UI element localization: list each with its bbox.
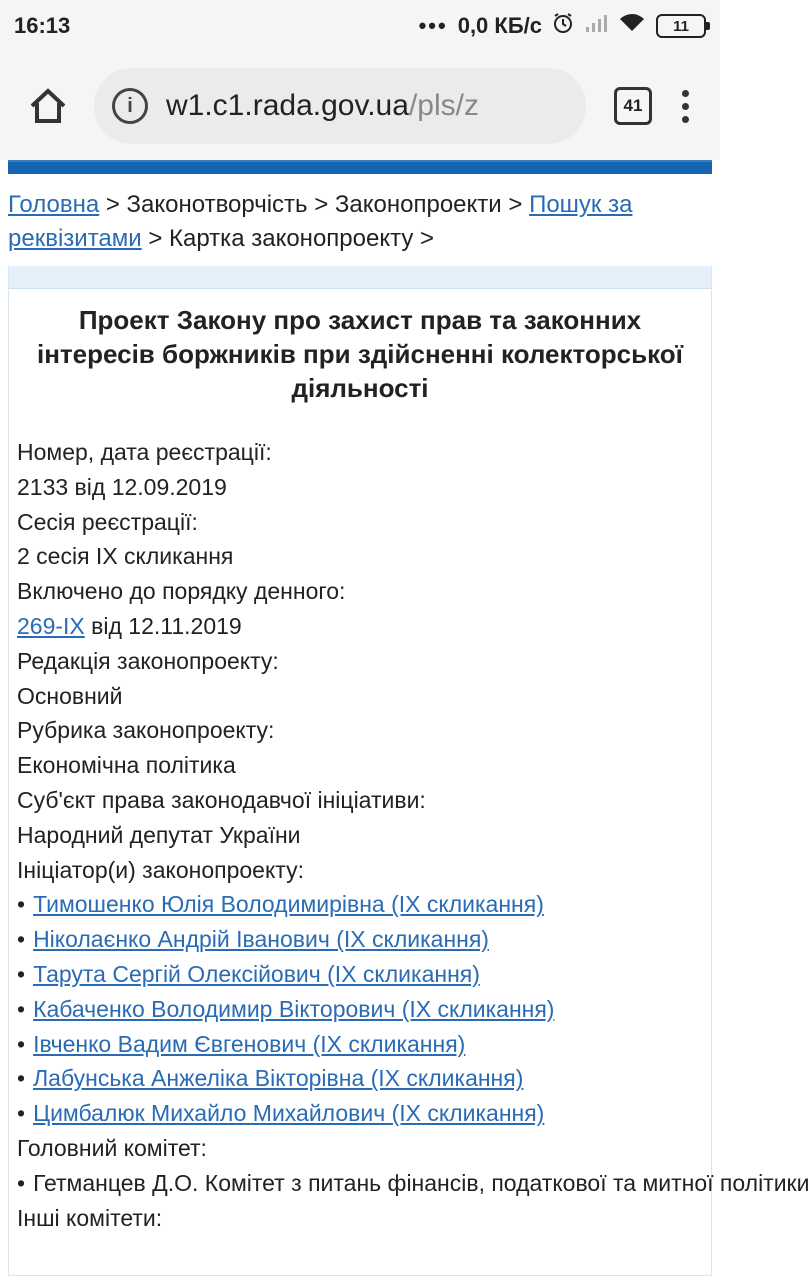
net-speed: 0,0 КБ/с [457, 13, 542, 38]
status-right [419, 12, 706, 40]
battery-icon [656, 14, 706, 38]
session-label: Сесія реєстрації: [17, 508, 198, 535]
wifi-icon [618, 13, 646, 39]
rubric-value: Економічна політика [17, 752, 236, 779]
list-item: • Цимбалюк Михайло Михайлович (IX скликання) [17, 1100, 545, 1127]
bill-fields [9, 435, 809, 1235]
initiator-link[interactable]: Лабунська Анжеліка Вікторівна (IX скликання) [33, 1065, 524, 1092]
initiators-label: Ініціатор(и) законопроекту: [17, 856, 304, 883]
notification-dots: ••• [418, 13, 448, 38]
list-item: • Лабунська Анжеліка Вікторівна (IX скликання) [17, 1065, 524, 1092]
session-value: 2 сесія IX скликання [17, 543, 234, 570]
other-committees-label: Інші комітети: [17, 1204, 163, 1231]
list-item: • Ніколаєнко Андрій Іванович (IX скликання) [17, 926, 489, 953]
alarm-icon [552, 12, 574, 40]
bill-title: Проект Закону про захист прав та законних інтересів боржників при здійсненні колекторської діяльності [37, 305, 683, 403]
breadcrumb-search-link[interactable]: Пошук за реквізитами [8, 191, 633, 252]
home-icon [27, 85, 69, 127]
list-item: • Тарута Сергій Олексійович (IX скликання) [17, 960, 480, 987]
agenda-value [17, 609, 703, 644]
initiator-link[interactable]: Кабаченко Володимир Вікторович (IX скликання) [33, 995, 555, 1022]
breadcrumb-lawmaking: Законотворчість [126, 191, 308, 218]
url-text[interactable]: w1.c1.rada.gov.ua/pls/z [166, 89, 479, 122]
site-header-band [8, 160, 712, 174]
main-committee-label: Головний комітет: [17, 1134, 207, 1161]
breadcrumb: Головна > Законотворчість > Законопроекти > Пошук за реквізитами > Картка законопроекту > [8, 191, 633, 252]
page-content [0, 188, 809, 1276]
list-item: • Кабаченко Володимир Вікторович (IX скликання) [17, 995, 555, 1022]
home-button[interactable] [12, 70, 84, 142]
tabs-button[interactable]: 41 [614, 87, 652, 125]
battery-level: 11 [673, 17, 689, 35]
initiator-link[interactable]: Ніколаєнко Андрій Іванович (IX скликання) [33, 926, 489, 953]
initiator-link[interactable]: Івченко Вадим Євгенович (IX скликання) [33, 1030, 466, 1057]
reg-value: 2133 від 12.09.2019 [17, 473, 227, 500]
edition-value: Основний [17, 682, 123, 709]
card-header-strip [9, 266, 711, 289]
breadcrumb-card: Картка законопроекту [169, 225, 414, 252]
edition-label: Редакція законопроекту: [17, 647, 279, 674]
reg-label: Номер, дата реєстрації: [17, 439, 272, 465]
rubric-label: Рубрика законопроекту: [17, 717, 275, 744]
main-committee: • Гетманцев Д.О. Комітет з питань фінансів, податкової та митної політики [17, 1169, 809, 1196]
agenda-label: Включено до порядку денного: [17, 578, 346, 605]
list-item: • Івченко Вадим Євгенович (IX скликання) [17, 1030, 466, 1057]
address-bar[interactable] [94, 68, 586, 144]
agenda-date: від 12.11.2019 [84, 612, 242, 639]
status-bar [0, 0, 720, 52]
browser-toolbar [0, 52, 720, 160]
breadcrumb-home-link[interactable]: Головна [8, 191, 100, 218]
signal-icon [584, 13, 608, 39]
bill-card [8, 266, 809, 1276]
overflow-menu-button[interactable] [670, 90, 700, 123]
agenda-link[interactable]: 269-IX [17, 612, 85, 639]
info-icon[interactable]: i [112, 88, 148, 124]
subject-label: Суб'єкт права законодавчої ініціативи: [17, 786, 426, 813]
breadcrumb-bills: Законопроекти [334, 191, 502, 218]
subject-value: Народний депутат України [17, 821, 301, 848]
initiator-link[interactable]: Тимошенко Юлія Володимирівна (IX скликання) [33, 891, 544, 918]
initiator-link[interactable]: Цимбалюк Михайло Михайлович (IX скликання) [33, 1100, 545, 1127]
status-time: 16:13 [14, 13, 71, 38]
list-item: • Тимошенко Юлія Володимирівна (IX скликання) [17, 891, 544, 918]
initiator-link[interactable]: Тарута Сергій Олексійович (IX скликання) [33, 960, 480, 987]
